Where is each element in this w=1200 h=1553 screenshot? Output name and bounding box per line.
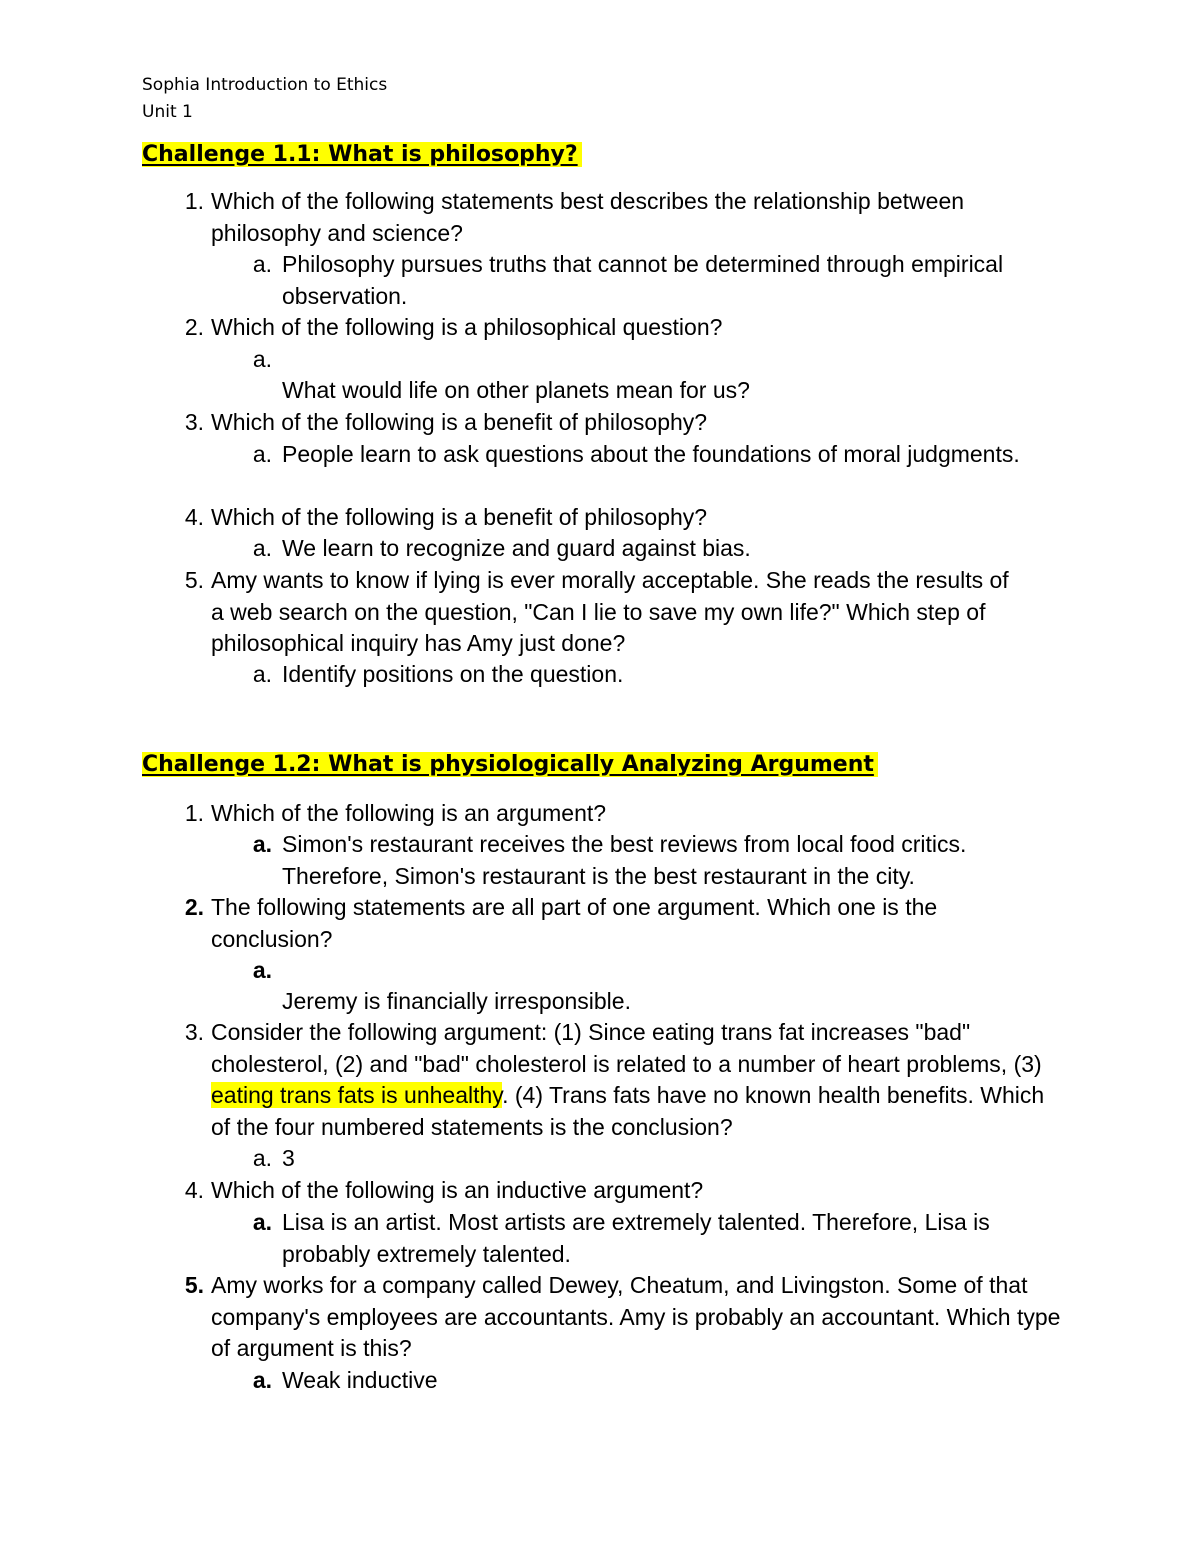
- question-number: 3.: [184, 1019, 204, 1045]
- question-number: 1.: [184, 188, 204, 214]
- unit-label: Unit 1: [142, 102, 193, 122]
- answer-label: a.: [252, 957, 272, 983]
- question-text: Consider the following argument: (1) Since eating trans fat increases "bad" cholesterol, (2) and "bad" cholesterol is related to a number of heart problems, (3) eating trans fats is unhealthy. (4) Trans fats have no known health benefits. Which of the four numbered statements is the conclusion?: [211, 1019, 1045, 1140]
- answer-text: Identify positions on the question.: [282, 661, 624, 687]
- question-number: 1.: [184, 800, 204, 826]
- answer-label: a.: [252, 346, 272, 372]
- answer-label: a.: [252, 441, 272, 467]
- answer-text: 3: [282, 1145, 295, 1171]
- answer-label: a.: [252, 1145, 272, 1171]
- answer-label: a.: [252, 661, 272, 687]
- answer-label: a.: [252, 251, 272, 277]
- question-number: 5.: [184, 567, 204, 593]
- question-number: 2.: [184, 894, 204, 920]
- answer-text: Lisa is an artist. Most artists are extremely talented. Therefore, Lisa is probably extremely talented.: [282, 1209, 990, 1267]
- highlighted-conclusion: eating trans fats is unhealthy: [211, 1082, 503, 1108]
- question-number: 4.: [184, 1177, 204, 1203]
- answer-text: We learn to recognize and guard against bias.: [282, 535, 751, 561]
- answer-label: a.: [252, 831, 272, 857]
- answer-text: Philosophy pursues truths that cannot be determined through empirical observation.: [282, 251, 1004, 309]
- question-text: Which of the following is an inductive argument?: [211, 1177, 704, 1203]
- answer-text: Simon's restaurant receives the best reviews from local food critics. Therefore, Simon's restaurant is the best restaurant in the city.: [282, 831, 967, 889]
- question-text: Which of the following is a benefit of philosophy?: [211, 504, 708, 530]
- answer-label: a.: [252, 1367, 272, 1393]
- question-text: Amy works for a company called Dewey, Cheatum, and Livingston. Some of that company's employees are accountants. Amy is probably an accountant. Which type of argument is this?: [211, 1272, 1061, 1361]
- answer-text: Jeremy is financially irresponsible.: [282, 988, 631, 1014]
- question-text: Which of the following is a benefit of philosophy?: [211, 409, 708, 435]
- answer-label: a.: [252, 535, 272, 561]
- answer-text: Weak inductive: [282, 1367, 438, 1393]
- answer-text: What would life on other planets mean for us?: [282, 377, 750, 403]
- question-number: 2.: [184, 314, 204, 340]
- question-text: Which of the following statements best describes the relationship between philosophy and science?: [211, 188, 965, 246]
- question-text: Amy wants to know if lying is ever morally acceptable. She reads the results of a web search on the question, "Can I lie to save my own life?" Which step of philosophical inquiry has Amy just done?: [211, 567, 1009, 656]
- question-text: Which of the following is a philosophical question?: [211, 314, 723, 340]
- answer-text: People learn to ask questions about the foundations of moral judgments.: [282, 441, 1020, 467]
- question-number: 5.: [184, 1272, 204, 1298]
- question-text: The following statements are all part of one argument. Which one is the conclusion?: [211, 894, 938, 952]
- section-heading-1: Challenge 1.1: What is philosophy?: [142, 142, 582, 168]
- question-number: 3.: [184, 409, 204, 435]
- question-text: Which of the following is an argument?: [211, 800, 607, 826]
- course-title: Sophia Introduction to Ethics: [142, 75, 388, 95]
- answer-label: a.: [252, 1209, 272, 1235]
- section-heading-2: Challenge 1.2: What is physiologically Analyzing Argument: [142, 752, 878, 778]
- question-number: 4.: [184, 504, 204, 530]
